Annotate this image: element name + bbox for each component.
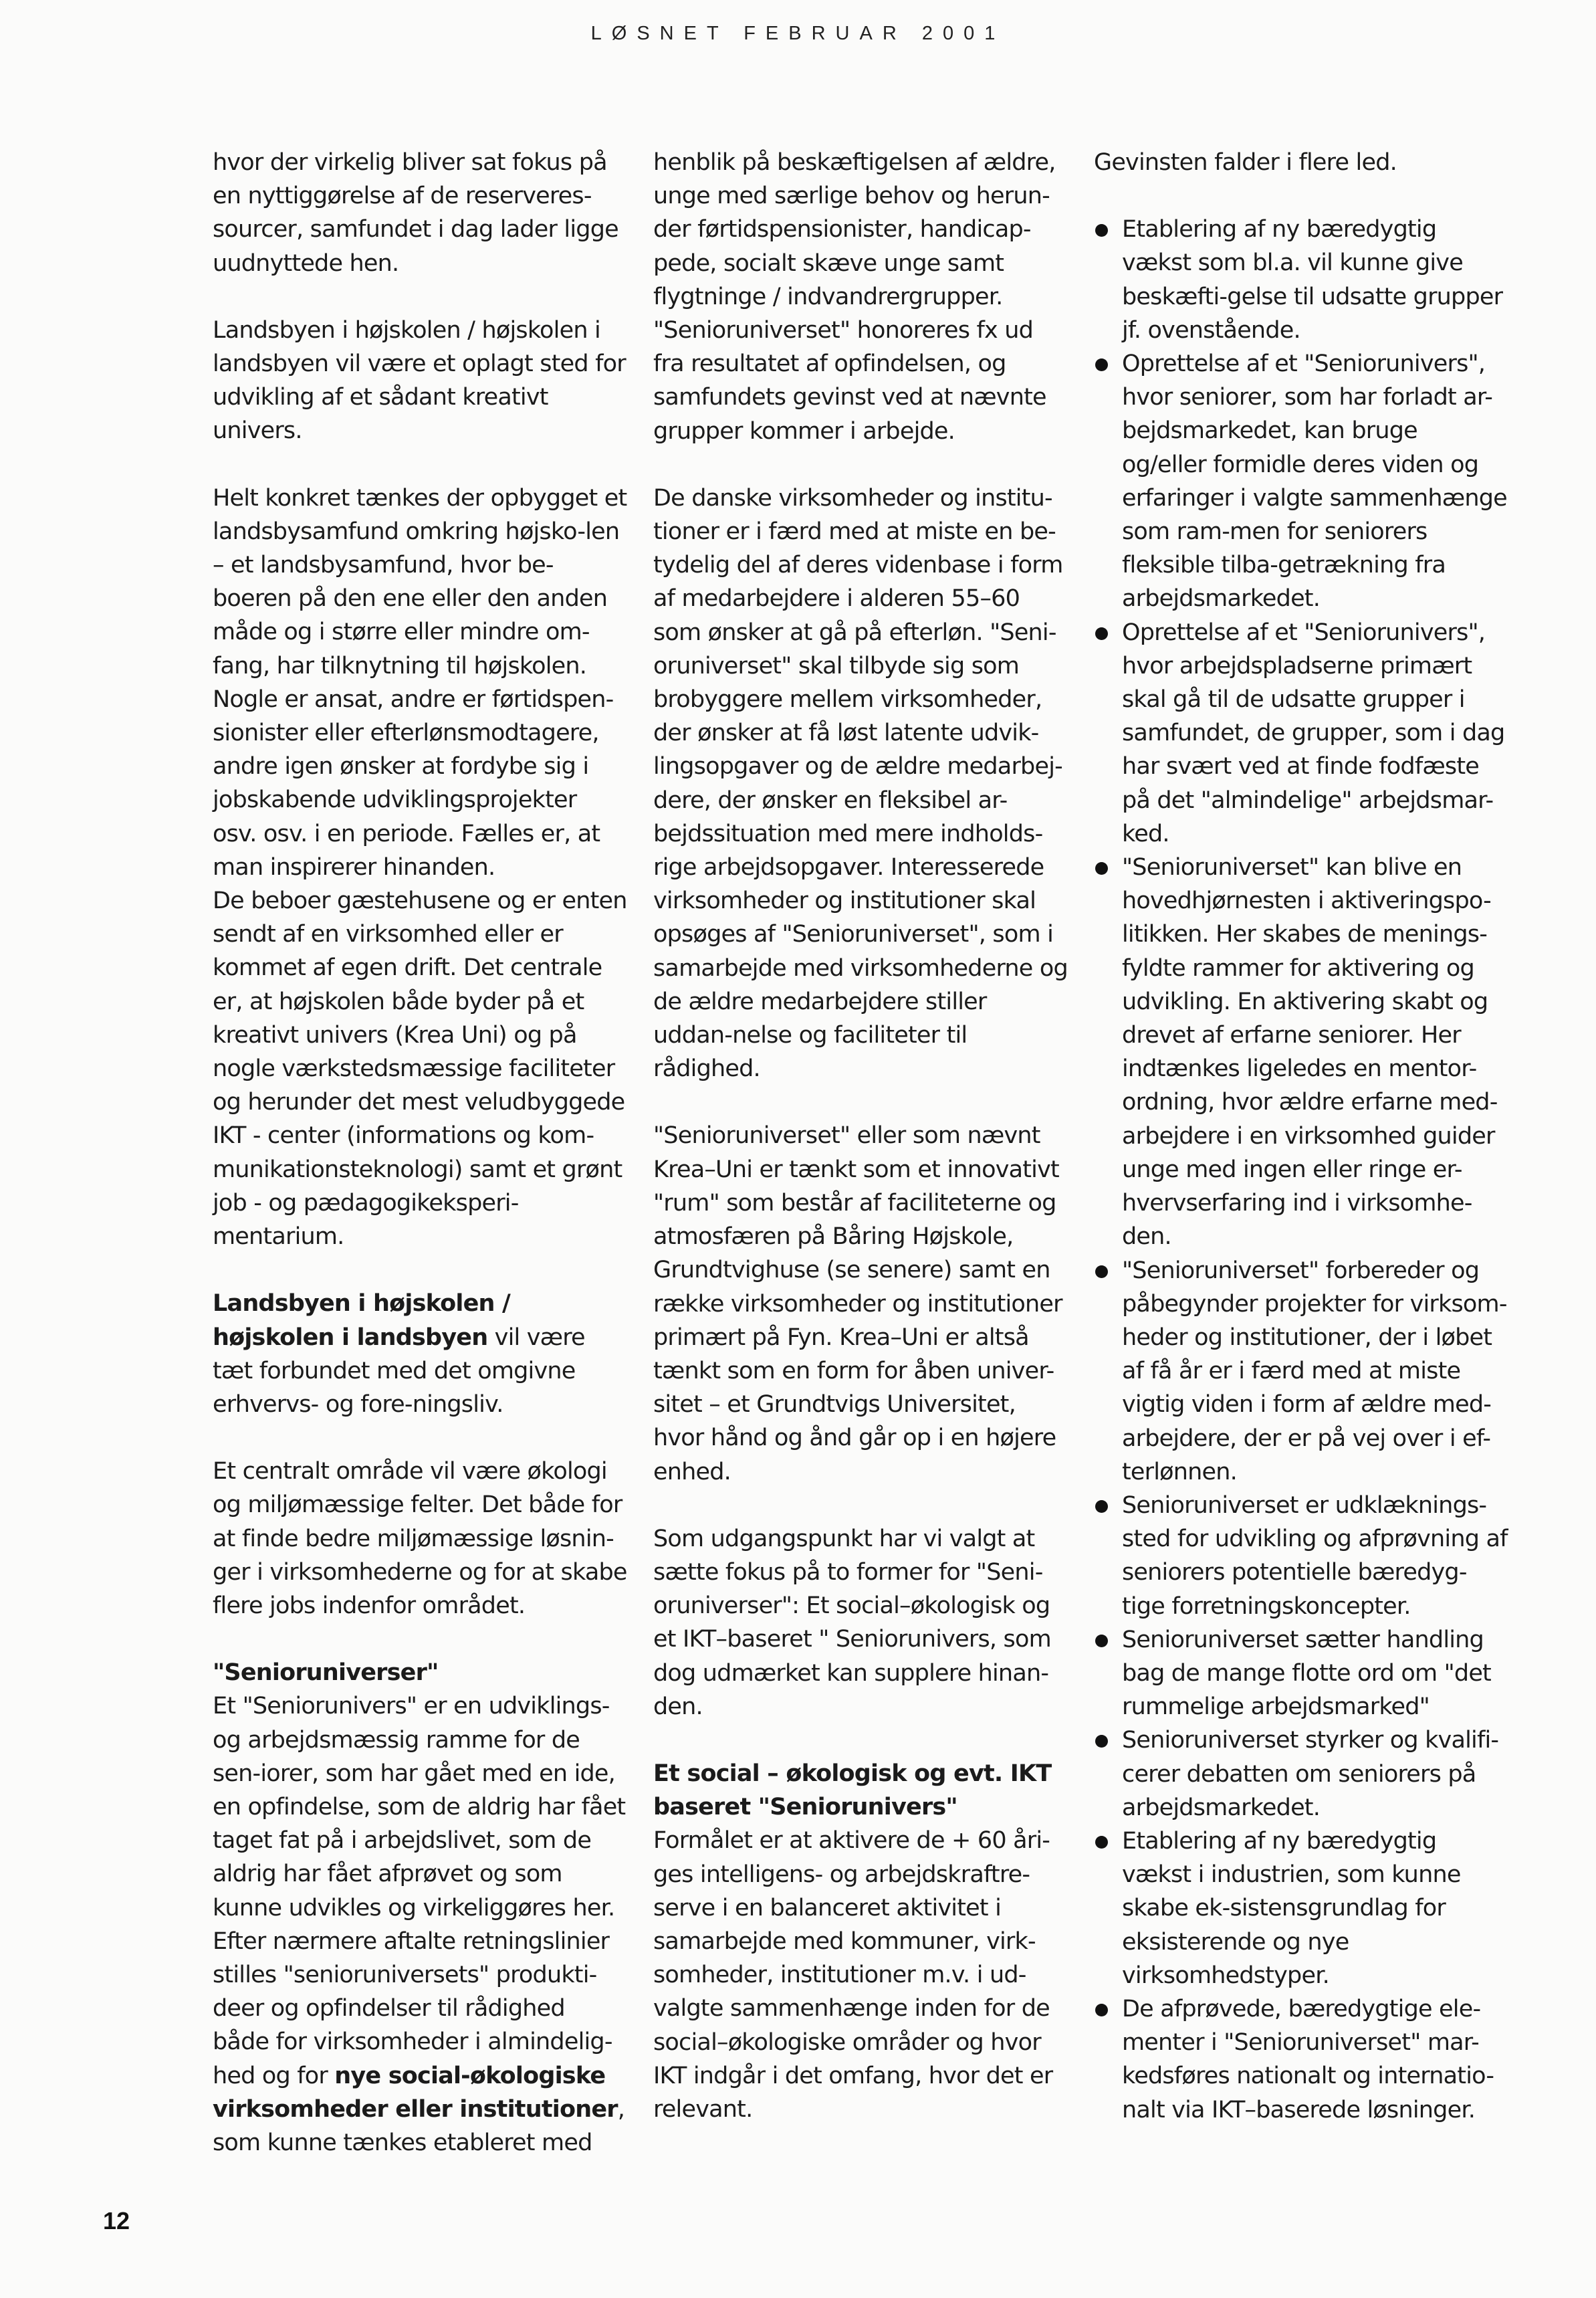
paragraph: Landsbyen i højskolen / højskolen i landsbyen vil være et oplagt sted for udvikling af et sådant kreativt univers. [213, 316, 626, 445]
paragraph: henblik på beskæftigelsen af ældre, unge med særlige behov og herun-der førtidspensionister, handicap-pede, socialt skæve unge samt flygtninge / indvandrergrupper. "Senioruniverset" honoreres fx ud fra resultatet af opfindelsen, og samfundets gevinst ved at nævnte grupper kommer i arbejde. [653, 149, 1056, 445]
paragraph: De beboer gæstehusene og er enten sendt af en virksomhed eller er kommet af egen drift. Det centrale er, at højskolen både byder på et kreativt univers (Krea Uni) og på nogle værkstedsmæssige faciliteter og herunder det mest veludbyggede IKT - center (informations og kom-munikationsteknologi) samt et grønt job - og pædagogikeksperi-mentarium. [213, 887, 627, 1251]
paragraph: Gevinsten falder i flere led. [1094, 149, 1397, 176]
paragraph: Et centralt område vil være økologi og miljømæssige felter. Det både for at finde bedre miljømæssige løsnin-ger i virksomhederne og for at skabe flere jobs indenfor området. [213, 1458, 627, 1619]
inline-heading: Landsbyen i højskolen / højskolen i landsbyen [213, 1290, 511, 1351]
paragraph [213, 1689, 627, 2160]
list-item: "Senioruniverset" forbereder og påbegynder projekter for virksom-heder og institutioner, der i løbet af få år er i færd med at miste vigtig viden i form af ældre med-arbejdere, der er på vej over i ef-terlønnen. [1094, 1254, 1508, 1489]
bold-text: nye social-økologiske virksomheder eller institutioner [213, 2062, 618, 2123]
paragraph: "Senioruniverset" eller som nævnt Krea–Uni er tænkt som et innovativt "rum" som består af faciliteterne og atmosfæren på Båring Højskole, Grundtvighuse (se senere) samt en række virksomheder og institutioner primært på Fyn. Krea–Uni er altså tænkt som en form for åben univer-sitet – et Grundtvigs Universitet, hvor hånd og ånd går op i en højere enhed. [653, 1122, 1062, 1485]
list-item: Etablering af ny bæredygtig vækst i industrien, som kunne skabe ek-sistensgrundlag for eksisterende og nye virksomhedstyper. [1094, 1824, 1508, 1992]
paragraph-text: vil være tæt forbundet med det omgivne erhvervs- og fore-ningsliv. [213, 1324, 585, 1418]
list-item: Oprettelse af et "Seniorunivers", hvor arbejdspladserne primært skal gå til de udsatte grupper i samfundet, de grupper, som i dag har svært ved at finde fodfæste på det "almindelige" arbejdsmar-ked. [1094, 616, 1508, 851]
page-number: 12 [103, 2207, 130, 2234]
paragraph: Formålet er at aktivere de + 60 åri-ges intelligens- og arbejdskraftre-serve i en balanceret aktivitet i samarbejde med kommuner, virk-somheder, institutioner m.v. i ud-valgte sammenhænge inden for de social–økologiske områder og hvor IKT indgår i det omfang, hvor det er relevant. [653, 1827, 1053, 2123]
paragraph-text: , som kunne tænkes etableret med [213, 2095, 625, 2156]
column-2 [653, 146, 1068, 2126]
paragraph-with-lead [213, 1287, 627, 1421]
list-item: Senioruniverset er udklæknings-sted for udvikling og afprøvning af seniorers potentielle bæredyg-tige forretningskoncepter. [1094, 1489, 1508, 1623]
column-1 [213, 146, 627, 2160]
column-3 [1094, 146, 1508, 2127]
list-item: De afprøvede, bæredygtige ele-menter i "Senioruniverset" mar-kedsføres nationalt og internatio-nalt via IKT–baserede løsninger. [1094, 1992, 1508, 2127]
list-item: Oprettelse af et "Seniorunivers", hvor seniorer, som har forladt ar-bejdsmarkedet, kan bruge og/eller formidle deres viden og erfaringer i valgte sammenhænge som ram-men for seniorers fleksible tilba-getrækning fra arbejdsmarkedet. [1094, 347, 1508, 616]
paragraph: Som udgangspunkt har vi valgt at sætte fokus på to former for "Seni-oruniverser": Et social–økologisk og et IKT–baseret " Seniorunivers, som dog udmærket kan supplere hinan-den. [653, 1525, 1051, 1720]
paragraph: De danske virksomheder og institu-tioner er i færd med at miste en be-tydelig del af deres videnbase i form af medarbejdere i alderen 55–60 som ønsker at gå på efterløn. "Seni-oruniverset" skal tilbyde sig som brobyggere mellem virksomheder, der ønsker at få løst latente udvik-lingsopgaver og de ældre medarbej-dere, der ønsker en fleksibel ar-bejdssituation med mere indholds-rige arbejdsopgaver. Interesserede virksomheder og institutioner skal opsøges af "Senioruniverset", som i samarbejde med virksomhederne og de ældre medarbejdere stiller uddan-nelse og faciliteter til rådighed. [653, 484, 1068, 1083]
paragraph: Helt konkret tænkes der opbygget et landsbysamfund omkring højsko-len – et landsbysamfund, hvor be-boeren på den ene eller den anden måde og i større eller mindre om-fang, har tilknytning til højskolen. Nogle er ansat, andre er førtidspen-sionister eller efterlønsmodtagere, andre igen ønsker at fordybe sig i jobskabende udviklingsprojekter osv. osv. i en periode. Fælles er, at man inspirerer hinanden. [213, 484, 627, 881]
list-item: Etablering af ny bæredygtig vækst som bl.a. vil kunne give beskæfti-gelse til udsatte grupper jf. ovenstående. [1094, 213, 1508, 347]
bullet-list [1094, 213, 1508, 2127]
running-header: LØSNET FEBRUAR 2001 [590, 23, 1006, 44]
section-heading: Et social – økologisk og evt. IKT baseret "Seniorunivers" [653, 1760, 1052, 1821]
list-item: "Senioruniverset" kan blive en hovedhjørnesten i aktiveringspo-litikken. Her skabes de menings-fyldte rammer for aktivering og udvikling. En aktivering skabt og drevet af erfarne seniorer. Her indtænkes ligeledes en mentor-ordning, hvor ældre erfarne med-arbejdere i en virksomhed guider unge med ingen eller ringe er-hvervserfaring ind i virksomhe-den. [1094, 851, 1508, 1253]
list-item: Senioruniverset sætter handling bag de mange flotte ord om "det rummelige arbejdsmarked" [1094, 1623, 1508, 1724]
list-item: Senioruniverset styrker og kvalifi-cerer debatten om seniorers på arbejdsmarkedet. [1094, 1724, 1508, 1824]
paragraph: hvor der virkelig bliver sat fokus på en nyttiggørelse af de reserveres-sourcer, samfundet i dag lader ligge uudnyttede hen. [213, 149, 618, 277]
paragraph-text: Et "Seniorunivers" er en udviklings- og arbejdsmæssig ramme for de sen-iorer, som har gået med en ide, en opfindelse, som de aldrig har fået taget fat på i arbejdslivet, som de aldrig har fået afprøvet og som kunne udvikles og virkeliggøres her. Efter nærmere aftalte retningslinier stilles "senioruniversets" produkti-deer og opfindelser til rådighed både for virksomheder i almindelig-hed og for [213, 1693, 626, 2089]
section-heading: "Senioruniverser" [213, 1659, 439, 1687]
